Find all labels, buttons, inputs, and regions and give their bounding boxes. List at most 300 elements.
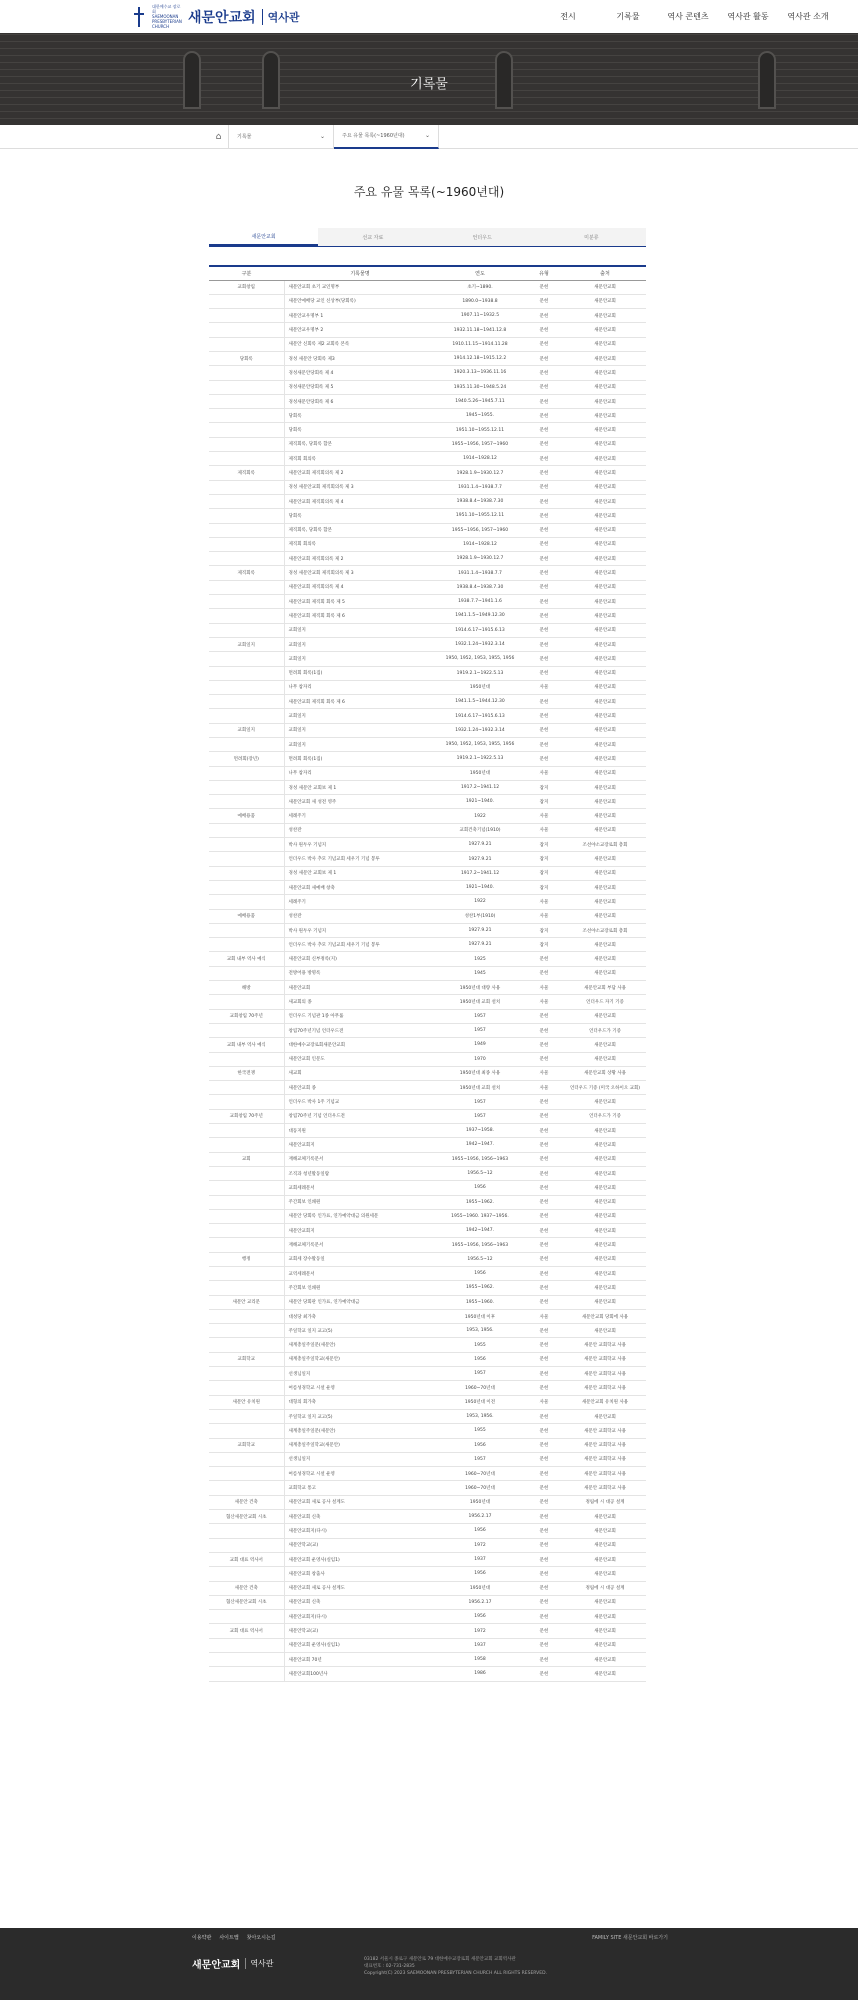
cell-type: 문헌 xyxy=(524,1009,564,1023)
cell-category xyxy=(209,1452,284,1466)
cell-name: 당회록 xyxy=(284,423,436,437)
cell-category xyxy=(209,966,284,980)
cell-type: 문헌 xyxy=(524,1438,564,1452)
table-row xyxy=(209,394,646,408)
table-row xyxy=(209,852,646,866)
cell-category xyxy=(209,294,284,308)
cell-type: 문헌 xyxy=(524,537,564,551)
footer-link-terms[interactable]: 이용약관 xyxy=(192,1935,212,1941)
cell-name: 교회세례문서 xyxy=(284,1181,436,1195)
cell-source: 새문안교회 xyxy=(564,780,646,794)
cell-source: 새문안교회 xyxy=(564,1095,646,1109)
cell-category xyxy=(209,1195,284,1209)
table-row xyxy=(209,1195,646,1209)
cell-year: 1914.6.17~1915.6.13 xyxy=(436,623,524,637)
table-row xyxy=(209,1309,646,1323)
table-row xyxy=(209,1066,646,1080)
cell-source: 새문안교회 xyxy=(564,1166,646,1180)
breadcrumb-level1[interactable]: 기록물 ⌄ xyxy=(229,125,334,149)
cell-type: 문헌 xyxy=(524,1209,564,1223)
cell-type: 문헌 xyxy=(524,1038,564,1052)
table-row xyxy=(209,480,646,494)
cell-year: 1917.2~1941.12 xyxy=(436,780,524,794)
cell-category xyxy=(209,1381,284,1395)
cell-category xyxy=(209,494,284,508)
cell-type: 문헌 xyxy=(524,1424,564,1438)
cross-icon xyxy=(132,7,146,27)
cell-category xyxy=(209,1367,284,1381)
cell-type: 문헌 xyxy=(524,1338,564,1352)
cell-type: 문헌 xyxy=(524,752,564,766)
cell-category xyxy=(209,995,284,1009)
cell-type: 잡지 xyxy=(524,938,564,952)
nav-item-about[interactable]: 역사관 소개 xyxy=(787,12,829,21)
cell-type: 문헌 xyxy=(524,437,564,451)
cell-source: 새문안교회 부담 사용 xyxy=(564,981,646,995)
cell-category: 협산새문안교회 시초 xyxy=(209,1595,284,1609)
table-row xyxy=(209,1209,646,1223)
cell-source: 새문안교회 xyxy=(564,909,646,923)
cell-year: 1935.11.30~1948.5.24 xyxy=(436,380,524,394)
cell-type: 문헌 xyxy=(524,1195,564,1209)
cell-source: 새문안교회 xyxy=(564,380,646,394)
cell-type: 문헌 xyxy=(524,966,564,980)
cell-type: 문헌 xyxy=(524,309,564,323)
cell-year: 1914.6.17~1915.6.13 xyxy=(436,709,524,723)
cell-type: 문헌 xyxy=(524,609,564,623)
page-title: 주요 유물 목록(~1960년대) xyxy=(353,185,505,199)
table-row xyxy=(209,609,646,623)
artifact-table xyxy=(209,265,646,1682)
cell-type: 잡지 xyxy=(524,866,564,880)
cell-name: 주간회보 인쇄원 xyxy=(284,1195,436,1209)
cell-category xyxy=(209,309,284,323)
nav-item-history-content[interactable]: 역사 콘텐츠 xyxy=(667,12,709,21)
cell-year: 1955~1960. 1937~1956. xyxy=(436,1209,524,1223)
table-row xyxy=(209,1224,646,1238)
cell-name: 새문안교회 새예배 창축 xyxy=(284,880,436,894)
cell-source: 새문안교회 xyxy=(564,580,646,594)
cell-category xyxy=(209,1667,284,1681)
cell-year: 1950, 1952, 1953, 1955, 1956 xyxy=(436,652,524,666)
cell-category: 교회 대표 역사서 xyxy=(209,1552,284,1566)
cell-year: 1920.3.13~1936.11.16 xyxy=(436,366,524,380)
site-footer xyxy=(0,1928,858,2000)
cell-year: 1932.11.18~1941.12.8 xyxy=(436,323,524,337)
table-row xyxy=(209,1653,646,1667)
table-row xyxy=(209,523,646,537)
cell-name: 새문안교회 제직회의록 제 2 xyxy=(284,552,436,566)
cell-name: 성찬잔 xyxy=(284,909,436,923)
cell-source: 새문안교회 xyxy=(564,880,646,894)
cell-year: 1950년대 최종 사용 xyxy=(436,1066,524,1080)
cell-source: 새문안교회 xyxy=(564,1009,646,1023)
table-row xyxy=(209,709,646,723)
cell-type: 문헌 xyxy=(524,1495,564,1509)
cell-source: 새문안 교회학교 사용 xyxy=(564,1452,646,1466)
cell-year: 1937 xyxy=(436,1552,524,1566)
col-category: 구분 xyxy=(209,266,284,280)
breadcrumb xyxy=(0,125,858,149)
cell-name: 경성새문안당회록 제 5 xyxy=(284,380,436,394)
table-row xyxy=(209,1409,646,1423)
cell-name: 대형의 회가축 xyxy=(284,1395,436,1409)
cell-type: 문헌 xyxy=(524,1238,564,1252)
cell-source: 새문안교회 xyxy=(564,1209,646,1223)
cell-name: 새문안 당회록 인가표, 연가예약대금 의원세문 xyxy=(284,1209,436,1223)
cell-source: 새문안교회 xyxy=(564,509,646,523)
cell-type: 문헌 xyxy=(524,380,564,394)
cell-year: 1956 xyxy=(436,1266,524,1280)
table-row xyxy=(209,1095,646,1109)
cell-year: 1941.1.5~1944.12.30 xyxy=(436,695,524,709)
cell-source: 새문안교회 xyxy=(564,1653,646,1667)
tab-underwood[interactable]: 언더우드 xyxy=(428,228,537,246)
footer-phone: 대표번호 : 02-731-2835 xyxy=(364,1964,415,1969)
cell-type: 문헌 xyxy=(524,580,564,594)
cell-name: 언더우드 박사 1주 기념교 xyxy=(284,1095,436,1109)
table-row xyxy=(209,337,646,351)
cell-year: 1919.2.1~1922.5.13 xyxy=(436,752,524,766)
cell-category: 예배용품 xyxy=(209,809,284,823)
cell-source: 언더우드 기증 (미국 오하이오 교회) xyxy=(564,1081,646,1095)
cell-year: 1972 xyxy=(436,1624,524,1638)
table-row xyxy=(209,452,646,466)
cell-source: 새문안교회 유치원 사용 xyxy=(564,1395,646,1409)
cell-category xyxy=(209,1324,284,1338)
cell-source: 새문안교회 xyxy=(564,595,646,609)
cell-source: 새문안교회 xyxy=(564,423,646,437)
cell-type: 사물 xyxy=(524,823,564,837)
cell-year: 1950년대 xyxy=(436,766,524,780)
cell-name: 교회학교 통고 xyxy=(284,1481,436,1495)
cell-category xyxy=(209,1081,284,1095)
cell-source: 새문안교회 xyxy=(564,1195,646,1209)
cell-year: 1907.11~1932.5 xyxy=(436,309,524,323)
cell-year: 1955 xyxy=(436,1424,524,1438)
cell-type: 문헌 xyxy=(524,1567,564,1581)
cell-year: 1938.7.7~1941.1.6 xyxy=(436,595,524,609)
cell-source: 새문안교회 xyxy=(564,966,646,980)
cell-type: 문헌 xyxy=(524,509,564,523)
cell-category xyxy=(209,1409,284,1423)
cell-category xyxy=(209,1481,284,1495)
cell-category xyxy=(209,1309,284,1323)
table-row xyxy=(209,1424,646,1438)
table-row xyxy=(209,895,646,909)
cell-year: 1940.5.26~1945.7.11 xyxy=(436,394,524,408)
cell-source: 새문안교회 xyxy=(564,1324,646,1338)
cell-name: 새문안학교(교) xyxy=(284,1538,436,1552)
table-row xyxy=(209,552,646,566)
cell-type: 문헌 xyxy=(524,1224,564,1238)
tab-unclassified[interactable]: 미분류 xyxy=(537,228,646,246)
table-row xyxy=(209,595,646,609)
table-row xyxy=(209,351,646,365)
cell-type: 문헌 xyxy=(524,1381,564,1395)
cell-category xyxy=(209,552,284,566)
table-row xyxy=(209,1038,646,1052)
cell-name: 대한예수교장로회새문안교회 xyxy=(284,1038,436,1052)
cell-year: 1890.0~1938.8 xyxy=(436,294,524,308)
cell-source: 새문안교회 xyxy=(564,1038,646,1052)
cell-source: 언더우드가 기증 xyxy=(564,1109,646,1123)
table-row xyxy=(209,1395,646,1409)
table-row xyxy=(209,923,646,937)
cell-year: 1928.1.9~1930.12.7 xyxy=(436,466,524,480)
cell-name: 면려회 회록(1집) xyxy=(284,666,436,680)
cell-name: 당회록 xyxy=(284,409,436,423)
cell-year: 1957 xyxy=(436,1023,524,1037)
cell-category: 예배용품 xyxy=(209,909,284,923)
cell-name: 나무 참자리 xyxy=(284,680,436,694)
cell-name: 창립70주년기념 언더우드전 xyxy=(284,1023,436,1037)
table-row xyxy=(209,1009,646,1023)
cell-category: 새문안 건축 xyxy=(209,1495,284,1509)
cell-name: 제직회 회의록 xyxy=(284,537,436,551)
cell-source: 새문안교회 xyxy=(564,738,646,752)
cell-type: 문헌 xyxy=(524,1324,564,1338)
cell-year: 1950년대 이전 xyxy=(436,1395,524,1409)
cell-source: 새문안교회 xyxy=(564,537,646,551)
category-tabs xyxy=(209,228,646,247)
cell-year: 1950년대 xyxy=(436,680,524,694)
cell-name: 새문안교회 신축 xyxy=(284,1510,436,1524)
cell-source: 새문안교회 xyxy=(564,1181,646,1195)
cell-type: 사물 xyxy=(524,1309,564,1323)
cell-name: 경성 새문안 당회록 제3 xyxy=(284,351,436,365)
cell-year: 1922 xyxy=(436,809,524,823)
table-row xyxy=(209,1467,646,1481)
cell-name: 새문안교회 제직회 회록 제 6 xyxy=(284,695,436,709)
cell-year: 1937~1958. xyxy=(436,1124,524,1138)
cell-year: 1927.9.21 xyxy=(436,852,524,866)
cell-category: 교회 xyxy=(209,1152,284,1166)
cell-year: 1950년대 xyxy=(436,1581,524,1595)
cell-source: 새문안교회 xyxy=(564,1624,646,1638)
cell-source: 새문안교회 xyxy=(564,1524,646,1538)
cell-category xyxy=(209,880,284,894)
cell-type: 잡지 xyxy=(524,852,564,866)
cell-category xyxy=(209,323,284,337)
cell-type: 문헌 xyxy=(524,1653,564,1667)
cell-source: 새문안교회 xyxy=(564,609,646,623)
logo-museum: 역사관 xyxy=(262,9,300,25)
cell-category xyxy=(209,1138,284,1152)
cell-year: 1938.8.4~1938.7.30 xyxy=(436,494,524,508)
cell-type: 사물 xyxy=(524,909,564,923)
cell-category xyxy=(209,1166,284,1180)
cell-category xyxy=(209,480,284,494)
cell-name: 선생님일지 xyxy=(284,1367,436,1381)
cell-name: 새교회의 종 xyxy=(284,995,436,1009)
table-row xyxy=(209,695,646,709)
site-logo[interactable] xyxy=(132,4,300,29)
cell-category xyxy=(209,709,284,723)
cell-name: 새문안교회 xyxy=(284,981,436,995)
cell-category xyxy=(209,738,284,752)
cell-source: 조선야소교장로회 총회 xyxy=(564,838,646,852)
cell-source: 새문안교회 xyxy=(564,623,646,637)
cell-source: 새문안교회 xyxy=(564,938,646,952)
col-name: 기록물명 xyxy=(284,266,436,280)
cell-name: 박사 원두우 기념지 xyxy=(284,838,436,852)
cell-category xyxy=(209,1266,284,1280)
site-header xyxy=(0,0,858,33)
cell-name: 주일학교 일지 교고(5) xyxy=(284,1409,436,1423)
cell-category xyxy=(209,1424,284,1438)
cell-year: 1986 xyxy=(436,1667,524,1681)
cell-type: 문헌 xyxy=(524,1624,564,1638)
cell-category xyxy=(209,523,284,537)
table-row xyxy=(209,323,646,337)
cell-category xyxy=(209,1095,284,1109)
cell-name: 교회일지 xyxy=(284,637,436,651)
cell-year: 1938.8.4~1938.7.30 xyxy=(436,580,524,594)
cell-type: 문헌 xyxy=(524,480,564,494)
footer-link-directions[interactable]: 찾아오시는길 xyxy=(246,1935,276,1941)
cell-source: 새문안 교회학교 사용 xyxy=(564,1424,646,1438)
cell-source: 새문안교회 xyxy=(564,852,646,866)
cell-category xyxy=(209,1567,284,1581)
cell-type: 잡지 xyxy=(524,923,564,937)
col-source: 출처 xyxy=(564,266,646,280)
cell-year: 1956 xyxy=(436,1610,524,1624)
cell-source: 새문안 교회학교 사용 xyxy=(564,1338,646,1352)
cell-type: 문헌 xyxy=(524,1052,564,1066)
cell-year: 1955~1956, 1957~1960 xyxy=(436,523,524,537)
table-row xyxy=(209,1109,646,1123)
tab-saemoonan[interactable]: 새문안교회 xyxy=(209,228,318,246)
nav-item-records[interactable]: 기록물 xyxy=(616,12,640,21)
cell-type: 문헌 xyxy=(524,1595,564,1609)
cell-category xyxy=(209,337,284,351)
cell-category: 제직회록 xyxy=(209,566,284,580)
cell-year: 1942~1947. xyxy=(436,1224,524,1238)
cell-type: 사물 xyxy=(524,995,564,1009)
nav-item-exhibition[interactable]: 전시 xyxy=(560,12,576,21)
cell-year: 1941.1.5~1949.12.30 xyxy=(436,609,524,623)
cell-name: 전방어용 방명록 xyxy=(284,966,436,980)
cell-source: 새문안교회 xyxy=(564,552,646,566)
cell-source: 새문안교회 xyxy=(564,1552,646,1566)
cell-name: 언더우드 박사 추모 기념교회 세우기 기념 봉투 xyxy=(284,852,436,866)
cell-name: 새문안교회지 xyxy=(284,1224,436,1238)
home-icon[interactable]: ⌂ xyxy=(209,125,229,149)
cell-name: 대성당 최가축 xyxy=(284,1309,436,1323)
cell-category: 새문안 유치원 xyxy=(209,1395,284,1409)
cell-name: 교회일지 xyxy=(284,709,436,723)
cell-name: 경성 새문안교회 제직회의록 제 3 xyxy=(284,566,436,580)
cell-source: 새문안교회 xyxy=(564,1610,646,1624)
cell-type: 문헌 xyxy=(524,1581,564,1595)
footer-links xyxy=(192,1934,276,1941)
cell-year: 1942~1947. xyxy=(436,1138,524,1152)
cell-category xyxy=(209,766,284,780)
cell-name: 성찬잔 xyxy=(284,823,436,837)
table-body xyxy=(209,280,646,1681)
breadcrumb-level2[interactable]: 주요 유물 목록(~1960년대) ⌄ xyxy=(334,125,439,149)
table-row xyxy=(209,437,646,451)
cell-name: 제직회 회의록 xyxy=(284,452,436,466)
table-row xyxy=(209,1324,646,1338)
cell-year: 1932.1.24~1932.3.14 xyxy=(436,723,524,737)
cell-category xyxy=(209,1052,284,1066)
cell-type: 문헌 xyxy=(524,566,564,580)
table-row xyxy=(209,909,646,923)
cell-year: 1937 xyxy=(436,1638,524,1652)
cell-year: 1955~1956, 1956~1963 xyxy=(436,1238,524,1252)
cell-source: 새문안교회 xyxy=(564,1124,646,1138)
cell-category: 행정 xyxy=(209,1252,284,1266)
cell-source: 새문안교회 xyxy=(564,1052,646,1066)
cell-source: 새문안교회 xyxy=(564,466,646,480)
footer-address: 03182 서울시 종로구 새문안로 79 대한예수교장로회 새문안교회 교회역사관 xyxy=(364,1957,516,1962)
cell-type: 문헌 xyxy=(524,552,564,566)
cell-year: 교회건축기념(1910) xyxy=(436,823,524,837)
cell-source: 새문안교회 xyxy=(564,523,646,537)
cell-name: 새문안교회 인문도 xyxy=(284,1052,436,1066)
cell-category xyxy=(209,1538,284,1552)
footer-logo-museum: 역사관 xyxy=(245,1958,273,1969)
cell-year: 1927.9.21 xyxy=(436,838,524,852)
cell-year: 1956.5~12 xyxy=(436,1252,524,1266)
cell-year: 1972 xyxy=(436,1538,524,1552)
cell-year: 1950, 1952, 1953, 1955, 1956 xyxy=(436,738,524,752)
cell-category xyxy=(209,938,284,952)
cell-category xyxy=(209,866,284,880)
cell-category: 당회록 xyxy=(209,351,284,365)
cell-category: 한국전쟁 xyxy=(209,1066,284,1080)
cell-year: 1956 xyxy=(436,1438,524,1452)
cell-type: 사물 xyxy=(524,680,564,694)
cell-year: 1950년대 이후 xyxy=(436,1309,524,1323)
table-row xyxy=(209,1295,646,1309)
cell-category xyxy=(209,795,284,809)
cell-year: 1921~1940. xyxy=(436,880,524,894)
cell-year: 1925 xyxy=(436,952,524,966)
cell-type: 사물 xyxy=(524,1066,564,1080)
cell-name: 세례주기 xyxy=(284,809,436,823)
cell-category: 새문안 건축 xyxy=(209,1581,284,1595)
cell-year: 1956 xyxy=(436,1352,524,1366)
cell-name: 언더우드 박사 추모 기념교회 세우기 기념 봉투 xyxy=(284,938,436,952)
nav-item-activities[interactable]: 역사관 활동 xyxy=(727,12,769,21)
cell-source: 새문안교회 xyxy=(564,1152,646,1166)
tab-mission[interactable]: 선교 자료 xyxy=(318,228,427,246)
table-row xyxy=(209,738,646,752)
cell-type: 문헌 xyxy=(524,323,564,337)
cell-type: 사물 xyxy=(524,895,564,909)
footer-link-sitemap[interactable]: 사이트맵 xyxy=(219,1935,239,1941)
table-row xyxy=(209,680,646,694)
cell-name: 새문안교우명부 2 xyxy=(284,323,436,337)
cell-year: 1960~70년대 xyxy=(436,1381,524,1395)
table-row xyxy=(209,1595,646,1609)
cell-year: 1960~70년대 xyxy=(436,1481,524,1495)
cell-name: 새문안 당회관 인가표, 연가예약대금 xyxy=(284,1295,436,1309)
cell-category xyxy=(209,1524,284,1538)
table-row xyxy=(209,1610,646,1624)
table-row xyxy=(209,1667,646,1681)
family-site-link[interactable]: FAMILY SITE 새문안교회 바로가기 xyxy=(592,1935,668,1941)
cell-source: 새문안교회 xyxy=(564,566,646,580)
cell-source: 새문안교회 xyxy=(564,752,646,766)
cell-type: 문헌 xyxy=(524,1166,564,1180)
cell-name: 새문안교우명부 1 xyxy=(284,309,436,323)
table-row xyxy=(209,666,646,680)
table-row xyxy=(209,1052,646,1066)
